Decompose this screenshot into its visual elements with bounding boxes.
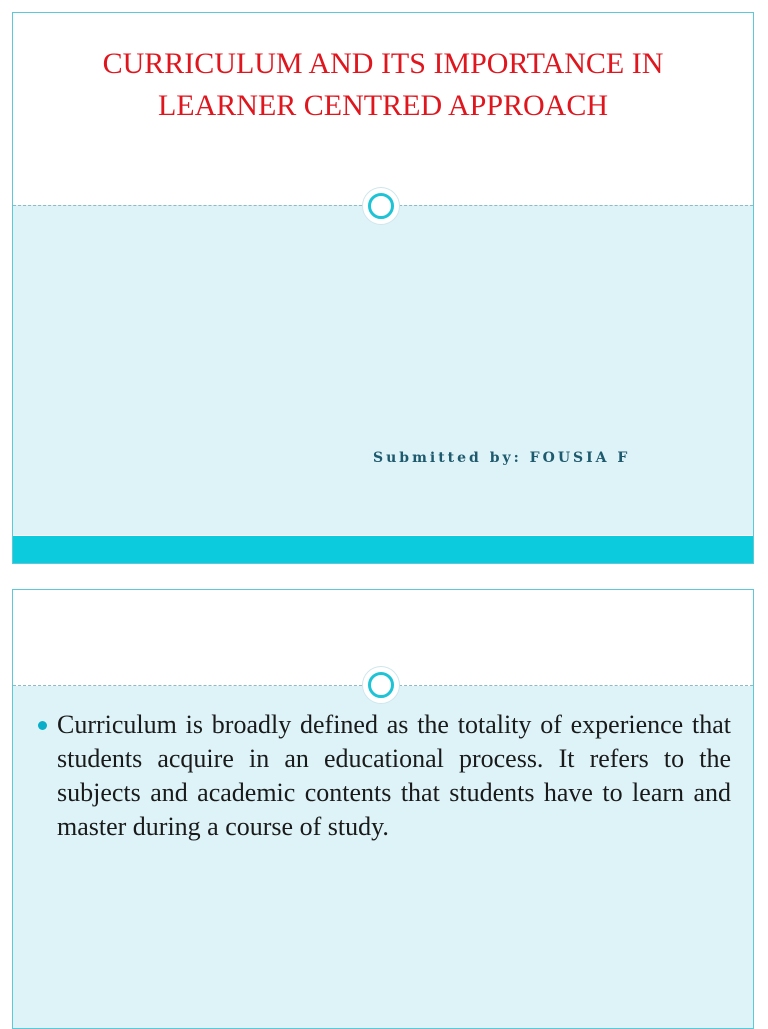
slide-1 [12, 12, 754, 564]
accent-bar [13, 536, 753, 563]
slide-1-title-area [13, 13, 753, 205]
ring-ornament-icon [363, 667, 399, 703]
bullet-item [35, 708, 731, 844]
ring-ornament-icon [363, 188, 399, 224]
bullet-list [35, 708, 731, 844]
bullet-text: Curriculum is broadly defined as the totality of experience that students acquire in an educational process. It refers to the subjects and academic contents that students have to learn and master during a course of study. [57, 710, 731, 841]
slide-1-content-area [13, 205, 753, 535]
slide-2 [12, 589, 754, 1029]
slide-title: CURRICULUM AND ITS IMPORTANCE IN LEARNER CENTRED APPROACH [102, 47, 664, 122]
submitted-by-text: Submitted by: FOUSIA F [373, 450, 631, 466]
bullet-icon [38, 721, 47, 730]
